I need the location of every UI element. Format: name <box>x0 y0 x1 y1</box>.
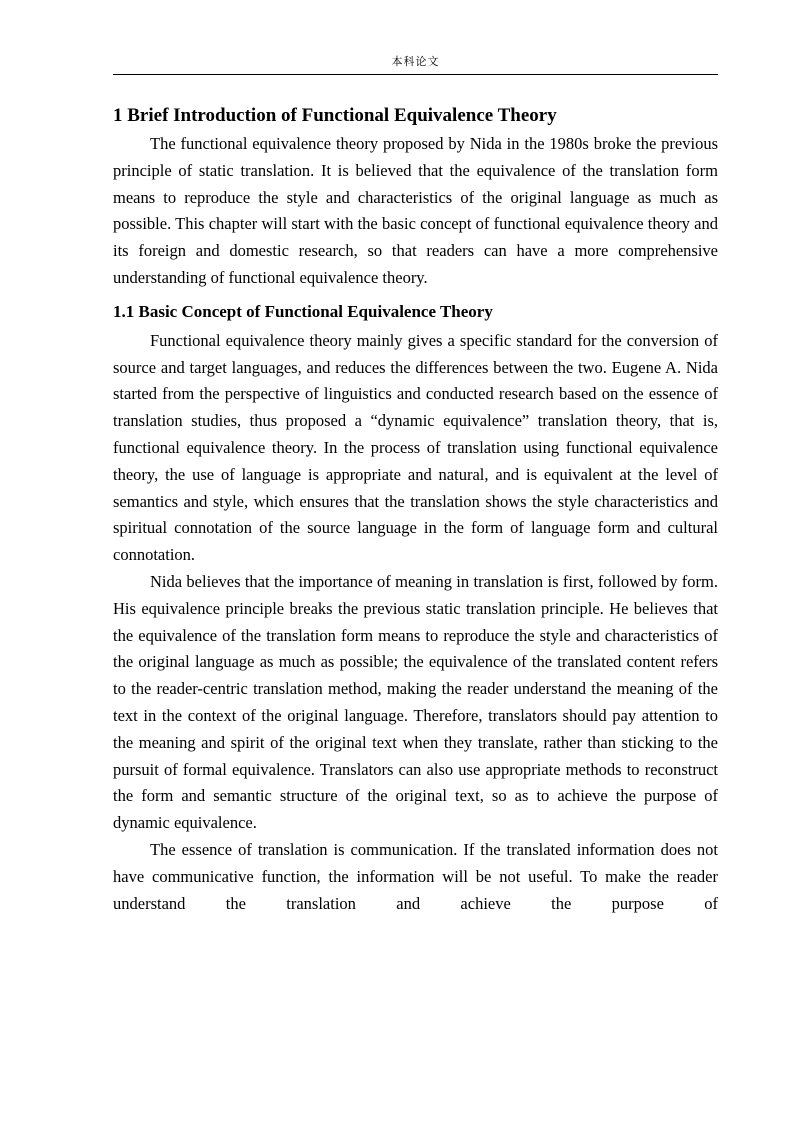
chapter-heading: 1 Brief Introduction of Functional Equivalence Theory <box>113 105 557 126</box>
page-body <box>113 101 718 917</box>
section-heading: 1.1 Basic Concept of Functional Equivalence Theory <box>113 301 493 321</box>
body-paragraph: Functional equivalence theory mainly gives a specific standard for the conversion of source and target languages, and reduces the differences between the two. Eugene A. Nida started from the perspective of linguistics and conducted research based on the essence of translation studies, thus proposed a “dynamic equivalence” translation theory, that is, functional equivalence theory. In the process of translation using functional equivalence theory, the use of language is appropriate and natural, and is equivalent at the level of semantics and style, which ensures that the translation shows the style characteristics and spiritual connotation of the source language in the form of language form and cultural connotation. <box>113 330 718 565</box>
body-paragraph: Nida believes that the importance of meaning in translation is first, followed by form. His equivalence principle breaks the previous static translation principle. He believes that the equivalence of the translation form means to reproduce the style and characteristics of the original language as much as possible; the equivalence of the translated content refers to the reader-centric translation method, making the reader understand the meaning of the text in the context of the original language. Therefore, translators should pay attention to the meaning and spirit of the original text when they translate, rather than sticking to the pursuit of formal equivalence. Translators can also use appropriate methods to reconstruct the form and semantic structure of the original text, so as to achieve the purpose of dynamic equivalence. <box>113 571 718 833</box>
header-rule <box>113 74 718 75</box>
body-paragraph: The essence of translation is communication. If the translated information does not have communicative function, the information will be not useful. To make the reader understand the translation and achieve the purpose of <box>113 839 718 913</box>
chapter-intro-paragraph: The functional equivalence theory proposed by Nida in the 1980s broke the previous principle of static translation. It is believed that the equivalence of the translation form means to reproduce the style and characteristics of the original language as much as possible. This chapter will start with the basic concept of functional equivalence theory and its foreign and domestic research, so that readers can have a more comprehensive understanding of functional equivalence theory. <box>113 134 718 287</box>
running-header: 本科论文 <box>391 56 440 68</box>
